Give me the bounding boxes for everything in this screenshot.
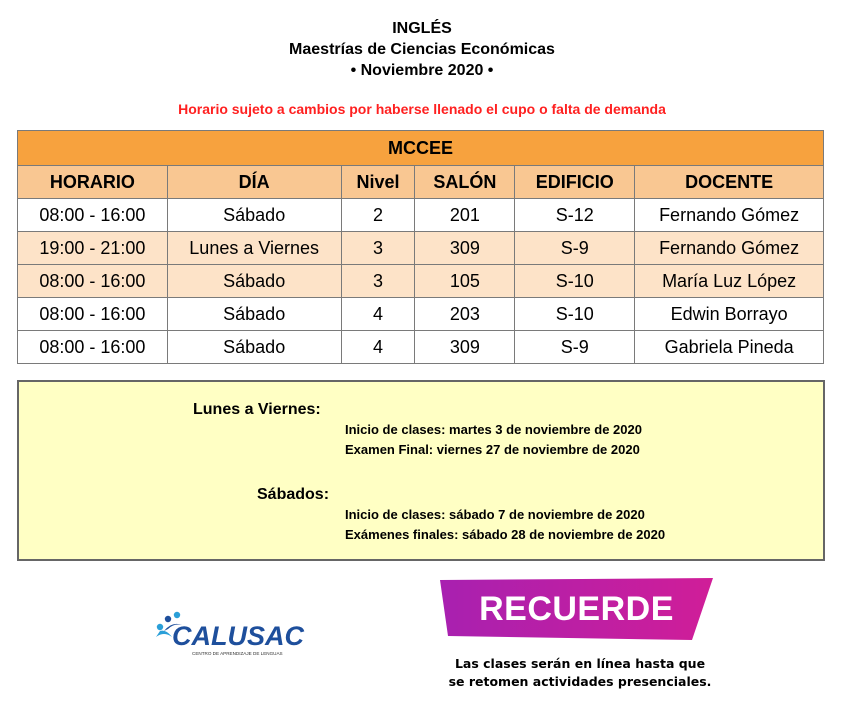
weekday-exam-date: Examen Final: viernes 27 de noviembre de 2020 [345,442,640,457]
col-nivel: Nivel [341,166,415,199]
saturday-exam-date: Exámenes finales: sábado 28 de noviembre de 2020 [345,527,666,542]
schedule-info-box [17,380,825,561]
online-note-line-1: Las clases serán en línea hasta que [454,656,706,671]
schedule-notice: Horario sujeto a cambios por haberse llenado el cupo o falta de demanda [178,101,666,117]
cell-dia: Sábado [167,199,341,232]
cell-dia: Sábado [167,265,341,298]
weekday-heading: Lunes a Viernes: [193,401,321,418]
saturday-heading: Sábados: [257,486,330,503]
doc-title: INGLÉS [392,20,452,37]
cell-dia: Sábado [167,331,341,364]
cell-docente: Fernando Gómez [635,232,824,265]
cell-salon: 203 [415,298,515,331]
table-row [18,265,824,298]
cell-dia: Sábado [167,298,341,331]
cell-edificio: S-12 [515,199,635,232]
logo-wordmark: CALUSAC [172,621,304,651]
cell-horario: 08:00 - 16:00 [18,331,168,364]
cell-edificio: S-10 [515,298,635,331]
cell-docente: Gabriela Pineda [635,331,824,364]
col-edificio: EDIFICIO [515,166,635,199]
calusac-logo [152,607,312,659]
cell-horario: 08:00 - 16:00 [18,199,168,232]
cell-docente: Fernando Gómez [635,199,824,232]
logo-tagline: CENTRO DE APRENDIZAJE DE LENGUAS [192,651,283,656]
cell-nivel: 2 [341,199,415,232]
cell-horario: 08:00 - 16:00 [18,298,168,331]
online-note-line-2: se retomen actividades presenciales. [448,674,712,689]
table-group-header: MCCEE [18,131,824,166]
cell-edificio: S-10 [515,265,635,298]
table-row [18,298,824,331]
recuerde-banner [440,578,713,640]
col-dia: DÍA [167,166,341,199]
cell-salon: 309 [415,232,515,265]
col-salon: SALÓN [415,166,515,199]
table-row [18,199,824,232]
col-horario: HORARIO [18,166,168,199]
cell-edificio: S-9 [515,331,635,364]
banner-label: RECUERDE [479,590,674,628]
document-header [0,18,844,81]
cell-horario: 19:00 - 21:00 [18,232,168,265]
online-classes-note [420,655,740,691]
col-docente: DOCENTE [635,166,824,199]
doc-period: • Noviembre 2020 • [350,62,494,79]
table-row [18,331,824,364]
cell-horario: 08:00 - 16:00 [18,265,168,298]
cell-docente: María Luz López [635,265,824,298]
schedule-table [17,130,824,364]
cell-nivel: 3 [341,265,415,298]
cell-salon: 309 [415,331,515,364]
cell-nivel: 4 [341,298,415,331]
cell-docente: Edwin Borrayo [635,298,824,331]
doc-subtitle: Maestrías de Ciencias Económicas [289,41,555,58]
cell-salon: 105 [415,265,515,298]
cell-nivel: 4 [341,331,415,364]
cell-edificio: S-9 [515,232,635,265]
cell-dia: Lunes a Viernes [167,232,341,265]
saturday-start-date: Inicio de clases: sábado 7 de noviembre de 2020 [345,507,645,522]
weekday-start-date: Inicio de clases: martes 3 de noviembre de 2020 [345,422,642,437]
cell-salon: 201 [415,199,515,232]
cell-nivel: 3 [341,232,415,265]
calusac-logo-mark [152,607,312,659]
table-row [18,232,824,265]
